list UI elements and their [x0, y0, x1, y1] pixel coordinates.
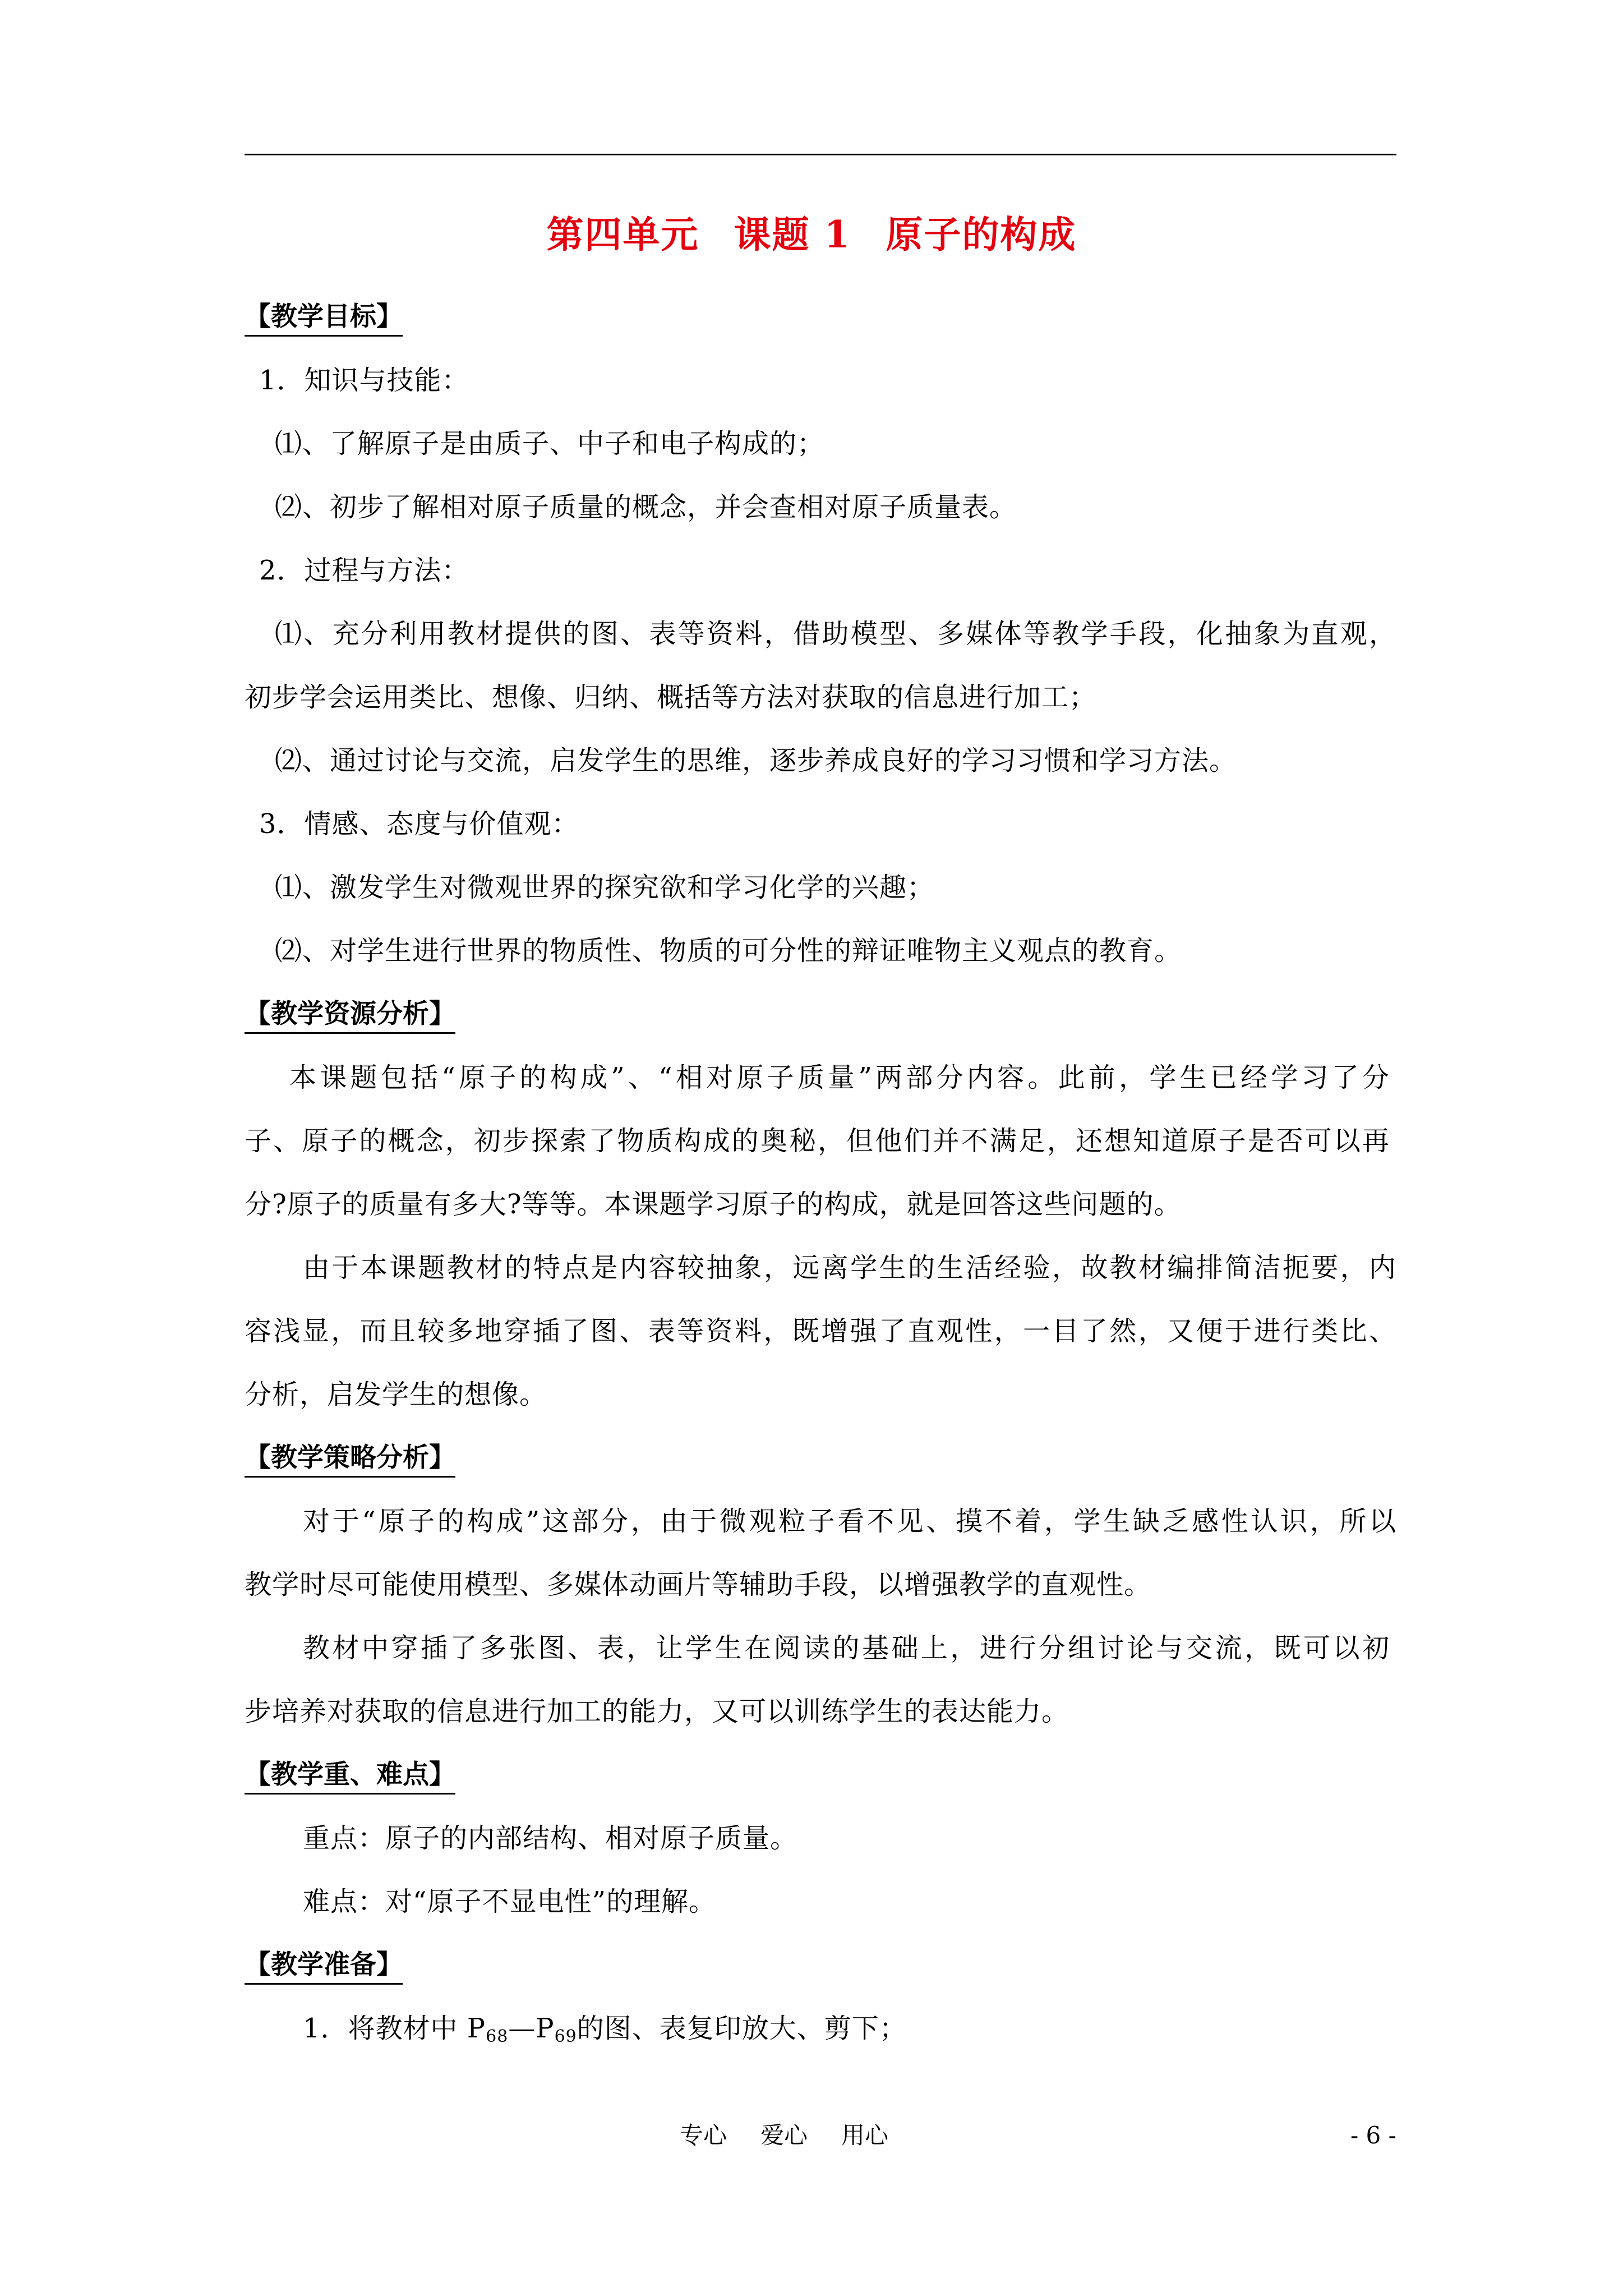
page-number: - 6 -	[1350, 2122, 1396, 2149]
section-heading-strategy: 【教学策略分析】	[245, 1441, 455, 1478]
resources-para2-line3: 分析，启发学生的想像。	[245, 1379, 547, 1410]
resources-para2-line1: 由于本课题教材的特点是内容较抽象，远离学生的生活经验，故教材编排简洁扼要，内	[303, 1252, 1396, 1283]
goal-process-title: 2．过程与方法：	[259, 555, 469, 586]
goal-knowledge-1: ⑴、了解原子是由质子、中子和电子构成的；	[275, 428, 825, 459]
footer-motto	[680, 2122, 888, 2150]
footer-motto-2: 爱心	[760, 2122, 808, 2149]
section-heading-resources: 【教学资源分析】	[245, 997, 455, 1034]
strategy-para2-line1: 教材中穿插了多张图、表，让学生在阅读的基础上，进行分组讨论与交流，既可以初	[303, 1632, 1390, 1664]
strategy-para1-line2: 教学时尽可能使用模型、多媒体动画片等辅助手段，以增强教学的直观性。	[245, 1569, 1152, 1600]
key-point-text: 重点：原子的内部结构、相对原子质量。	[303, 1823, 798, 1854]
resources-para1-line2: 子、原子的概念，初步探索了物质构成的奥秘，但他们并不满足，还想知道原子是否可以再	[245, 1125, 1390, 1157]
section-heading-key-points: 【教学重、难点】	[245, 1758, 455, 1795]
goal-process-1b: 初步学会运用类比、想像、归纳、概括等方法对获取的信息进行加工；	[245, 682, 1097, 713]
strategy-para2-line2: 步培养对获取的信息进行加工的能力，又可以训练学生的表达能力。	[245, 1696, 1069, 1727]
difficulty-text: 难点：对“原子不显电性”的理解。	[303, 1886, 717, 1917]
goal-emotion-title: 3．情感、态度与价值观：	[259, 808, 579, 840]
strategy-para1-line1: 对于“原子的构成”这部分，由于微观粒子看不见、摸不着，学生缺乏感性认识，所以	[303, 1506, 1396, 1537]
section-heading-prep: 【教学准备】	[245, 1948, 403, 1985]
section-heading-goals: 【教学目标】	[245, 300, 403, 337]
goal-process-2: ⑵、通过讨论与交流，启发学生的思维，逐步养成良好的学习习惯和学习方法。	[275, 745, 1237, 776]
footer-motto-3: 用心	[841, 2122, 889, 2149]
goal-knowledge-2: ⑵、初步了解相对原子质量的概念，并会查相对原子质量表。	[275, 491, 1017, 523]
resources-para1-line3: 分?原子的质量有多大?等等。本课题学习原子的构成，就是回答这些问题的。	[245, 1189, 1182, 1220]
goal-emotion-1: ⑴、激发学生对微观世界的探究欲和学习化学的兴趣；	[275, 872, 935, 903]
resources-para2-line2: 容浅显，而且较多地穿插了图、表等资料，既增强了直观性，一目了然，又便于进行类比、	[245, 1315, 1396, 1347]
footer-motto-1: 专心	[680, 2122, 727, 2149]
goal-emotion-2: ⑵、对学生进行世界的物质性、物质的可分性的辩证唯物主义观点的教育。	[275, 935, 1182, 967]
goal-process-1a: ⑴、充分利用教材提供的图、表等资料，借助模型、多媒体等教学手段，化抽象为直观，	[275, 618, 1396, 650]
resources-para1-line1: 本课题包括“原子的构成”、“相对原子质量”两部分内容。此前，学生已经学习了分	[289, 1062, 1390, 1093]
header-rule	[245, 154, 1396, 155]
goal-knowledge-title: 1．知识与技能：	[259, 365, 469, 396]
page-title: 第四单元 课题 1 原子的构成	[546, 213, 1077, 256]
prep-item-1: 1．将教材中 $P_{68}—P_{69}$的图、表复印放大、剪下；	[303, 2013, 907, 2046]
